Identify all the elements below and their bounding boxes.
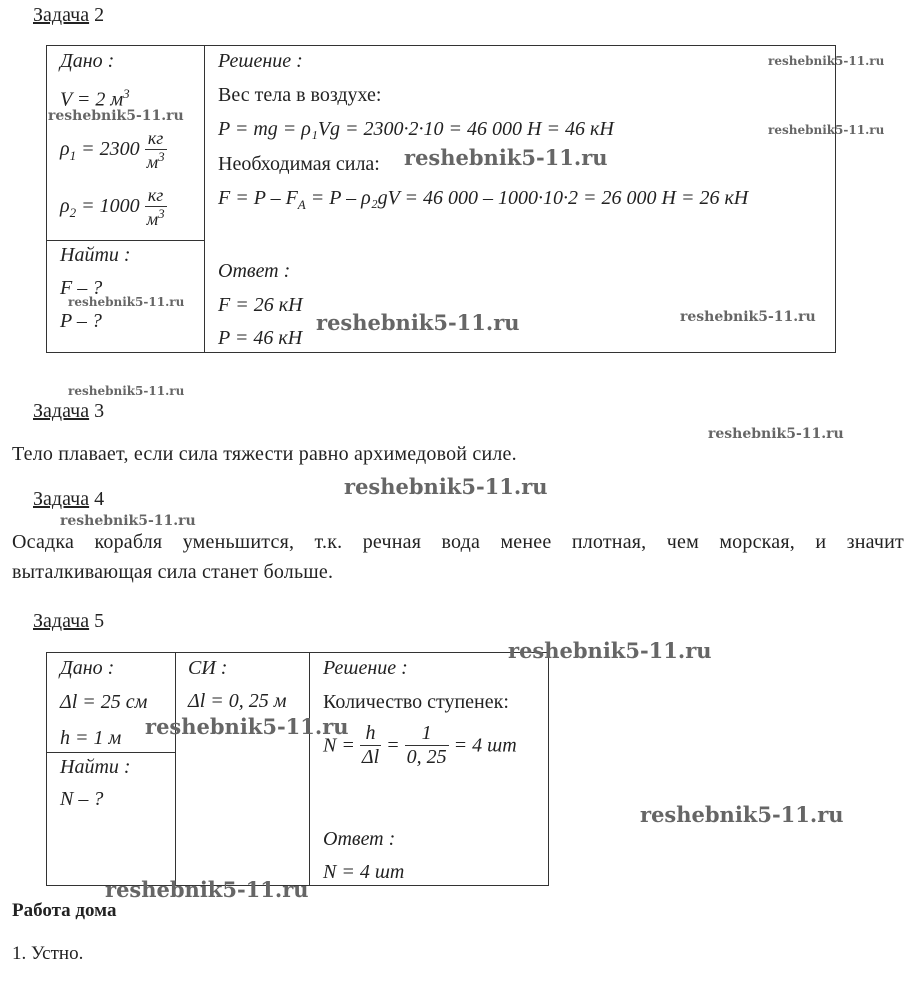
task2-rho1: $\rho_1 = 2300$ $\frac{кг}{м^3}$ (60, 128, 165, 172)
task5-col-divider-1 (175, 652, 176, 886)
task2-answer-1: F = 26 кН (218, 294, 303, 316)
task4-text-line2: выталкивающая сила станет больше. (12, 561, 334, 583)
task2-line4: $F = P - F_A = P - \rho_2gV = 46$ 000 – 1000·10·2 = 26 000 Н = 26 кН (218, 187, 749, 212)
task2-given-header: Дано : (60, 50, 115, 72)
task3-title: Задача 3 (33, 400, 105, 422)
task5-answer-header: Ответ : (323, 828, 396, 850)
task2-line1: Вес тела в воздухе: (218, 84, 382, 106)
watermark: reshebnik5-11.ru (105, 877, 309, 902)
task2-answer-header: Ответ : (218, 260, 291, 282)
task2-volume: V = 2 $м^3$ (60, 86, 130, 111)
watermark: reshebnik5-11.ru (680, 309, 816, 325)
task5-given-1: Δl = 25 см (60, 691, 148, 713)
task2-row-divider (46, 240, 204, 241)
task5-answer-1: N = 4 шт (323, 861, 405, 883)
watermark: reshebnik5-11.ru (768, 54, 885, 68)
task5-col-divider-2 (309, 652, 310, 886)
watermark: reshebnik5-11.ru (68, 384, 185, 398)
task5-find-1: N – ? (60, 788, 104, 810)
task5-solution-line1: Количество ступенек: (323, 691, 509, 713)
formula-fraction-2: $\frac{1}{0, 25}$ (406, 722, 447, 768)
watermark: reshebnik5-11.ru (48, 108, 184, 124)
watermark: reshebnik5-11.ru (68, 295, 185, 309)
task5-formula: N = $\frac{h}{\Delta l}$ = $\frac{1}{0, 25}$ = 4 шт (323, 722, 517, 768)
watermark: reshebnik5-11.ru (344, 474, 548, 499)
task5-row-divider (46, 752, 175, 753)
task5-given-2: h = 1 м (60, 727, 122, 749)
task2-find-2: P – ? (60, 310, 102, 332)
watermark: reshebnik5-11.ru (640, 802, 844, 827)
unit-fraction: $\frac{кг}{м^3}$ (146, 185, 165, 229)
task3-text: Тело плавает, если сила тяжести равно архимедовой силе. (12, 443, 517, 465)
task5-given-header: Дано : (60, 657, 115, 679)
watermark: reshebnik5-11.ru (708, 426, 844, 442)
task2-title: Задача 2 (33, 4, 105, 26)
watermark: reshebnik5-11.ru (60, 513, 196, 529)
task5-si-header: СИ : (188, 657, 228, 679)
task2-solution-header: Решение : (218, 50, 303, 72)
task5-si-1: Δl = 0, 25 м (188, 690, 287, 712)
watermark: reshebnik5-11.ru (768, 123, 885, 137)
homework-title: Работа дома (12, 900, 117, 921)
task5-solution-header: Решение : (323, 657, 408, 679)
task5-title: Задача 5 (33, 610, 105, 632)
task4-title: Задача 4 (33, 488, 105, 510)
task2-find-header: Найти : (60, 244, 131, 266)
homework-item-1: 1. Устно. (12, 943, 84, 964)
task2-find-1: F – ? (60, 277, 103, 299)
task2-line2: P = mg = ρ₁Vg = 2300·2·10 = 46 000 Н = 46 кН (218, 118, 614, 140)
task2-col-divider (204, 45, 205, 353)
task2-answer-2: P = 46 кН (218, 327, 303, 349)
task2-rho2: $\rho_2 = 1000$ $\frac{кг}{м^3}$ (60, 185, 165, 229)
task2-line3: Необходимая сила: (218, 153, 380, 175)
task5-find-header: Найти : (60, 756, 131, 778)
watermark: reshebnik5-11.ru (145, 714, 349, 739)
unit-fraction: $\frac{кг}{м^3}$ (146, 128, 165, 172)
formula-fraction-1: $\frac{h}{\Delta l}$ (361, 722, 380, 768)
watermark: reshebnik5-11.ru (508, 638, 712, 663)
task4-text-line1: Осадка корабля уменьшится, т.к. речная вода менее плотная, чем морская, и значит (12, 531, 904, 553)
watermark: reshebnik5-11.ru (316, 310, 520, 335)
watermark: reshebnik5-11.ru (404, 145, 608, 170)
